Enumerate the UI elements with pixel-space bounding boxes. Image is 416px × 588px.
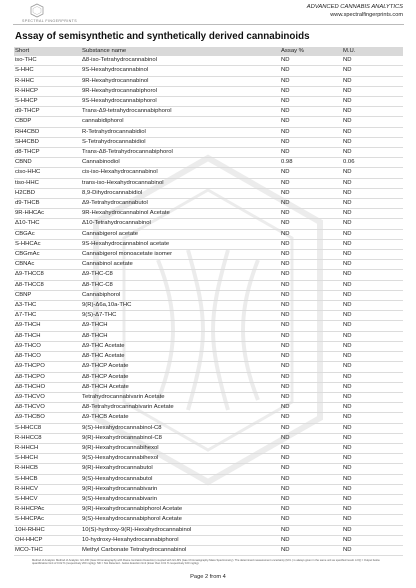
cell-substance: 10-hydroxy-Hexahydrocannabiphorol [82,536,179,543]
cell-short: S-HHCC8 [15,424,42,431]
cell-short: S-HHC [15,67,34,74]
cell-assay: ND [281,526,290,533]
company-logo [12,3,77,23]
cell-substance: 9S-Hexahydrocannabinol [82,67,149,74]
cell-assay: ND [281,322,290,329]
cell-mu: ND [343,322,352,329]
cell-short: CBGAc [15,230,35,237]
table-header-row [14,47,403,56]
cell-assay: ND [281,138,290,145]
cell-assay: ND [281,210,290,217]
cell-assay: ND [281,393,290,400]
cell-short: iso-THC [15,57,37,64]
cell-assay: ND [281,128,290,135]
cell-assay: ND [281,444,290,451]
table-row [14,525,403,535]
cell-short: Δ8-THCC8 [15,281,44,288]
table-row [14,66,403,76]
cell-substance: Δ8-Tetrahydrocannabivarin Acetate [82,404,174,411]
cell-short: Δ9-THCVO [15,393,45,400]
cell-assay: ND [281,332,290,339]
cell-substance: Δ9-THC-C8 [82,271,113,278]
cell-substance: Δ8-THCH [82,332,108,339]
assay-table [14,47,403,556]
cell-assay: 0.98 [281,159,293,166]
cell-short: S-HHCAc [15,240,41,247]
cell-assay: ND [281,251,290,258]
cell-assay: ND [281,424,290,431]
cell-mu: ND [343,67,352,74]
cell-substance: R-Tetrahydrocannabidiol [82,128,146,135]
table-row [14,505,403,515]
cell-mu: ND [343,516,352,523]
table-row [14,301,403,311]
cell-short: CBNAc [15,261,35,268]
table-row [14,127,403,137]
cell-assay: ND [281,230,290,237]
table-row [14,188,403,198]
cell-assay: ND [281,373,290,380]
cell-mu: ND [343,342,352,349]
cell-short: Δ8-THCHO [15,383,46,390]
cell-mu: 0.06 [343,159,355,166]
cell-substance: 9(S)-Δ7-THC [82,312,117,319]
cell-mu: ND [343,414,352,421]
table-row [14,372,403,382]
cell-short: S-HHCP [15,98,38,105]
table-row [14,515,403,525]
cell-short: tiso-HHC [15,179,39,186]
cell-short: RH4CBD [15,128,40,135]
table-row [14,382,403,392]
cell-short: S-HHCPAc [15,516,45,523]
cell-assay: ND [281,67,290,74]
cell-mu: ND [343,271,352,278]
cell-mu: ND [343,393,352,400]
website-link[interactable]: www.spectralfingerprints.com [330,12,403,18]
table-row [14,392,403,402]
table-row [14,158,403,168]
cell-mu: ND [343,128,352,135]
cell-mu: ND [343,526,352,533]
table-row [14,137,403,147]
cell-mu: ND [343,332,352,339]
cell-assay: ND [281,404,290,411]
cell-short: d9-THCP [15,108,40,115]
cell-mu: ND [343,363,352,370]
cell-assay: ND [281,200,290,207]
cell-mu: ND [343,200,352,207]
cell-substance: trans-iso-Hexahydrocannabinol [82,179,164,186]
table-row [14,209,403,219]
cell-mu: ND [343,353,352,360]
cell-mu: ND [343,495,352,502]
cell-short: OH-HHCP [15,536,43,543]
cell-mu: ND [343,291,352,298]
table-row [14,331,403,341]
table-row [14,545,403,555]
cell-assay: ND [281,240,290,247]
cell-assay: ND [281,169,290,176]
cell-mu: ND [343,240,352,247]
cell-assay: ND [281,536,290,543]
cell-short: Δ3-THC [15,302,37,309]
cell-assay: ND [281,414,290,421]
cell-assay: ND [281,302,290,309]
cell-substance: Cannabigerol monoacetate isomer [82,251,173,258]
table-row [14,290,403,300]
cell-substance: Δ8-THCH Acetate [82,383,129,390]
cell-short: Δ9-THCBO [15,414,45,421]
cell-assay: ND [281,98,290,105]
report-header [0,0,416,26]
table-row [14,229,403,239]
cell-substance: 9S-Hexahydrocannabiphorol [82,98,157,105]
cell-assay: ND [281,342,290,349]
cell-mu: ND [343,444,352,451]
column-header-assay: Assay % [280,47,342,56]
cell-substance: cis-iso-Hexahydrocannabinol [82,169,158,176]
table-row [14,454,403,464]
cell-short: d8-THCP [15,149,40,156]
page-number: Page 2 from 4 [190,574,226,580]
cell-substance: 9(S)-Hexahydrocannabiphorol Acetate [82,516,182,523]
table-row [14,86,403,96]
cell-substance: Cannabinol acetate [82,261,133,268]
cell-mu: ND [343,465,352,472]
cell-substance: 9R-Hexahydrocannabiphorol [82,87,157,94]
table-row [14,76,403,86]
method-footnote: Method of Analysis: Method of Analysis: GC-FID (Gas Chromatography with Flame Ionization Detection) coupled with GC-MS (Gas Chromatography-Mass Spectrometry). The determined measurement uncertainty (M.U.) is always given in the same unit as specified result. LOQ = Output below quantification limit of 0.02 % (respectively 200 mg/kg). ND = Not Detected - below detection limit (lower than 0.01 % respectively 100 mg/kg). [32,559,380,566]
cell-assay: ND [281,189,290,196]
cell-short: d9-THCB [15,200,40,207]
cell-substance: 9(R)-Hexahydrocannabinol-C8 [82,434,162,441]
cell-mu: ND [343,251,352,258]
cell-assay: ND [281,108,290,115]
cell-substance: 9(R)-Hexahydrocannabutol [82,465,153,472]
cell-short: S-HHCV [15,495,38,502]
cell-substance: 9(S)-Hexahydrocannabutol [82,475,153,482]
cell-short: Δ9-THCH [15,322,41,329]
cell-substance: cannabidiphorol [82,118,124,125]
cell-substance: 9(R)-Hexahydrocannabiphorol Acetate [82,506,183,513]
cell-assay: ND [281,475,290,482]
table-row [14,199,403,209]
cell-short: R-HHCPAc [15,506,45,513]
table-row [14,423,403,433]
cell-short: 9R-HHCAc [15,210,45,217]
cell-short: Δ9-THCO [15,342,41,349]
cell-mu: ND [343,230,352,237]
cell-assay: ND [281,353,290,360]
cell-substance: Δ8-THC Acetate [82,353,125,360]
logo-text: SPECTRAL FINGERPRINTS [22,19,77,23]
cell-substance: 9(S)-Hexahydrocannabivarin [82,495,157,502]
cell-mu: ND [343,189,352,196]
cell-short: CBDP [15,118,32,125]
table-row [14,484,403,494]
table-row [14,403,403,413]
cell-mu: ND [343,434,352,441]
cell-assay: ND [281,434,290,441]
cell-assay: ND [281,179,290,186]
table-row [14,178,403,188]
table-row [14,260,403,270]
cell-assay: ND [281,485,290,492]
cell-short: S-HHCB [15,475,38,482]
cell-substance: Methyl Carbonate Tetrahydrocannabinol [82,546,187,553]
column-header-mu: M.U. [342,47,403,56]
cell-mu: ND [343,118,352,125]
column-header-substance: Substance name [81,47,280,56]
table-row [14,443,403,453]
company-name: ADVANCED CANNABIS ANALYTICS [306,4,403,10]
cell-mu: ND [343,149,352,156]
table-row [14,97,403,107]
cell-assay: ND [281,261,290,268]
table-row [14,494,403,504]
cell-short: R-HHCC8 [15,434,42,441]
table-row [14,56,403,66]
table-row [14,321,403,331]
table-row [14,168,403,178]
cell-substance: Δ8-THCP Acetate [82,373,129,380]
cell-mu: ND [343,98,352,105]
cell-mu: ND [343,87,352,94]
cell-assay: ND [281,57,290,64]
cell-mu: ND [343,108,352,115]
cell-assay: ND [281,77,290,84]
table-row [14,270,403,280]
table-row [14,107,403,117]
cell-short: Δ8-THCO [15,353,41,360]
table-row [14,311,403,321]
cell-mu: ND [343,312,352,319]
cell-short: H2CBD [15,189,35,196]
cell-substance: 8,9-Dihydrocannabidiol [82,189,143,196]
table-row [14,413,403,423]
cell-substance: 10(S)-hydroxy-9(R)-Hexahydrocannabinol [82,526,192,533]
cell-assay: ND [281,271,290,278]
cell-assay: ND [281,149,290,156]
cell-assay: ND [281,546,290,553]
cell-substance: Δ8-iso-Tetrahydrocannabinol [82,57,157,64]
cell-mu: ND [343,485,352,492]
table-row [14,117,403,127]
cell-mu: ND [343,77,352,84]
cell-short: Δ10-THC [15,220,40,227]
column-header-short: Short [14,47,81,56]
cell-substance: Δ10-Tetrahydrocannabinol [82,220,151,227]
cell-short: R-HHCH [15,444,39,451]
cell-substance: Trans-Δ8-Tetrahydrocannabiphorol [82,149,173,156]
cell-mu: ND [343,475,352,482]
cell-mu: ND [343,220,352,227]
cell-substance: 9R-Hexahydrocannabinol Acetate [82,210,170,217]
cell-substance: Δ9-THCP Acetate [82,363,129,370]
cell-mu: ND [343,455,352,462]
cell-short: SH4CBD [15,138,39,145]
cell-substance: Δ9-Tetrahydrocannabutol [82,200,148,207]
table-row [14,362,403,372]
cell-assay: ND [281,455,290,462]
cell-assay: ND [281,516,290,523]
cell-mu: ND [343,506,352,513]
cell-substance: Δ9-THCH [82,322,108,329]
hexagon-logo-icon [12,3,62,19]
cell-mu: ND [343,404,352,411]
cell-substance: Δ8-THC-C8 [82,281,113,288]
cell-substance: 9R-Hexahydrocannabinol [82,77,149,84]
cell-substance: Tetrahydrocannabivarin Acetate [82,393,165,400]
cell-assay: ND [281,312,290,319]
cell-substance: 9(S)-Hexahydrocannabihexol [82,455,159,462]
cell-assay: ND [281,465,290,472]
cell-substance: S-Tetrahydrocannabidiol [82,138,146,145]
cell-mu: ND [343,383,352,390]
cell-assay: ND [281,281,290,288]
cell-short: ciso-HHC [15,169,41,176]
cell-short: CBGmAc [15,251,40,258]
cell-substance: 9(R)-Hexahydrocannabihexol [82,444,159,451]
cell-mu: ND [343,261,352,268]
cell-assay: ND [281,495,290,502]
cell-short: Δ8-THCH [15,332,41,339]
cell-substance: 9(R)-Hexahydrocannabivarin [82,485,158,492]
cell-substance: Cannabinodiol [82,159,120,166]
cell-assay: ND [281,118,290,125]
cell-short: R-HHC [15,77,34,84]
table-row [14,352,403,362]
cell-short: R-HHCB [15,465,38,472]
table-row [14,464,403,474]
table-row [14,250,403,260]
cell-short: Δ7-THC [15,312,37,319]
cell-substance: Δ9-THCB Acetate [82,414,129,421]
cell-substance: Cannabigerol acetate [82,230,139,237]
table-row [14,341,403,351]
cell-assay: ND [281,220,290,227]
cell-assay: ND [281,506,290,513]
cell-short: R-HHCP [15,87,38,94]
table-row [14,148,403,158]
cell-short: Δ9-THCPO [15,363,45,370]
cell-mu: ND [343,138,352,145]
cell-short: R-HHCV [15,485,38,492]
cell-assay: ND [281,383,290,390]
cell-mu: ND [343,536,352,543]
cell-mu: ND [343,424,352,431]
cell-substance: Trans-Δ9-tetrahydrocannabiphorol [82,108,172,115]
cell-short: Δ9-THCC8 [15,271,44,278]
cell-assay: ND [281,291,290,298]
cell-substance: Cannabiphorol [82,291,121,298]
cell-short: Δ8-THCVO [15,404,45,411]
cell-assay: ND [281,363,290,370]
header-divider [13,24,404,25]
cell-short: 10H-RHHC [15,526,45,533]
cell-mu: ND [343,57,352,64]
table-body [14,56,403,555]
cell-mu: ND [343,210,352,217]
cell-mu: ND [343,169,352,176]
cell-short: CBNP [15,291,32,298]
cell-mu: ND [343,179,352,186]
cell-mu: ND [343,373,352,380]
cell-substance: 9(R)-Δ6a,10a-THC [82,302,132,309]
table-row [14,280,403,290]
cell-mu: ND [343,302,352,309]
cell-short: MCO-THC [15,546,43,553]
cell-mu: ND [343,281,352,288]
cell-substance: 9(S)-Hexahydrocannabinol-C8 [82,424,162,431]
cell-short: Δ8-THCPO [15,373,45,380]
table-row [14,535,403,545]
cell-substance: 9S-Hexahydrocannabinol acetate [82,240,170,247]
page-title: Assay of semisynthetic and synthetically derived cannabinoids [15,31,310,42]
cell-assay: ND [281,87,290,94]
table-row [14,219,403,229]
table-row [14,433,403,443]
table-row [14,474,403,484]
cell-short: S-HHCH [15,455,38,462]
cell-short: CBND [15,159,32,166]
cell-substance: Δ9-THC Acetate [82,342,125,349]
table-row [14,239,403,249]
cell-mu: ND [343,546,352,553]
